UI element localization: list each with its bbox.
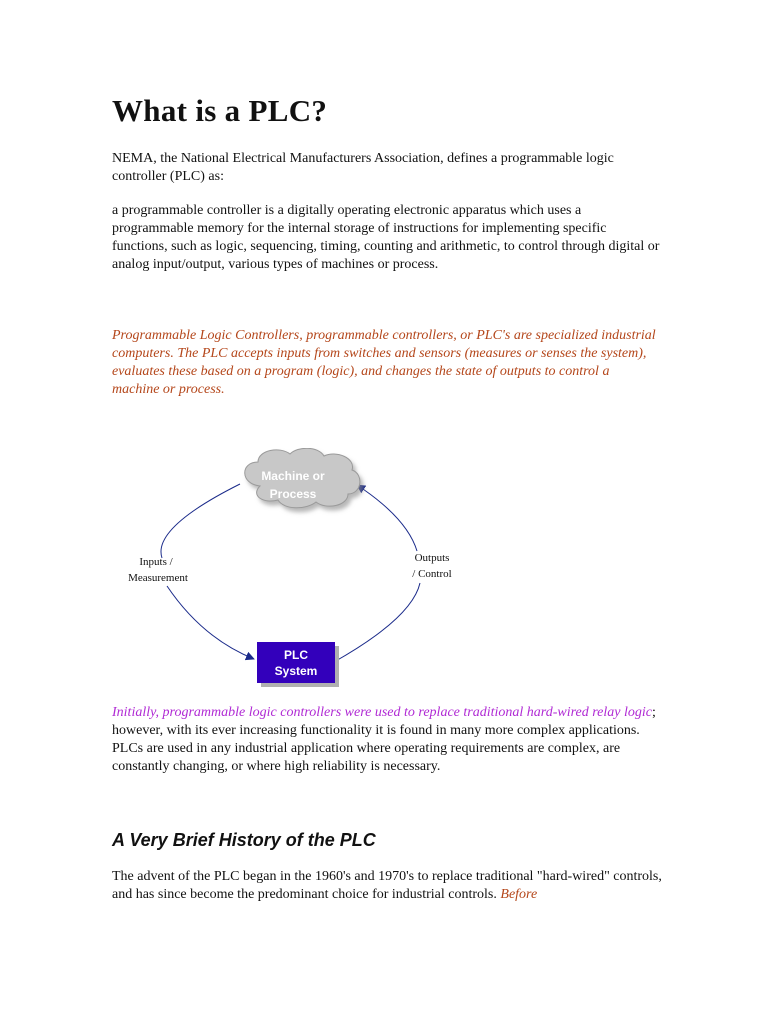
initially-paragraph	[112, 704, 664, 776]
cloud-to-inputs-connector	[161, 484, 240, 558]
history-text: The advent of the PLC began in the 1960's and 1970's to replace traditional "hard-wired" controls, and has since become the predominant choice for industrial controls.	[112, 869, 662, 902]
initially-rest-text: ; however, with its ever increasing functionality it is found in many more complex applications. PLCs are used in any industrial application where operating requirements are complex, are constantly changing, or where high reliability is necessary.	[112, 705, 656, 774]
plc-to-outputs-connector	[334, 583, 420, 662]
outputs-to-cloud-arrow	[357, 485, 417, 551]
history-paragraph	[112, 868, 664, 904]
page-title: What is a PLC?	[112, 93, 328, 128]
inputs-to-plc-arrow	[167, 586, 254, 659]
cloud-label-line2: Process	[269, 487, 317, 501]
definition-paragraph: a programmable controller is a digitally operating electronic apparatus which uses a programmable memory for the internal storage of instructions for implementing specific functions, such as logic, sequencing, timing, counting and arithmetic, to control through digital or analog input/output, various types of machines or process.	[112, 203, 660, 272]
inputs-label-line1: Inputs /	[139, 556, 173, 568]
plc-description-paragraph: Programmable Logic Controllers, programmable controllers, or PLC's are specialized industrial computers. The PLC accepts inputs from switches and sensors (measures or senses the system), evaluates these based on a program (logic), and changes the state of outputs to control a machine or process.	[112, 328, 656, 397]
intro-paragraph: NEMA, the National Electrical Manufacturers Association, defines a programmable logic controller (PLC) as:	[112, 151, 614, 184]
relay-logic-link[interactable]: Initially, programmable logic controllers were used to replace traditional hard-wired relay logic	[112, 705, 652, 720]
plc-box-label-line2: System	[274, 664, 318, 678]
history-heading: A Very Brief History of the PLC	[112, 830, 376, 850]
cloud-label-line1: Machine or	[261, 469, 325, 483]
inputs-label-line2: Measurement	[128, 572, 188, 584]
plc-box-label-line1: PLC	[284, 648, 308, 662]
plc-loop-diagram	[112, 448, 472, 693]
outputs-label-line1: Outputs	[414, 552, 450, 564]
history-tail-text: Before	[500, 887, 538, 902]
outputs-label-line2: / Control	[412, 568, 452, 580]
